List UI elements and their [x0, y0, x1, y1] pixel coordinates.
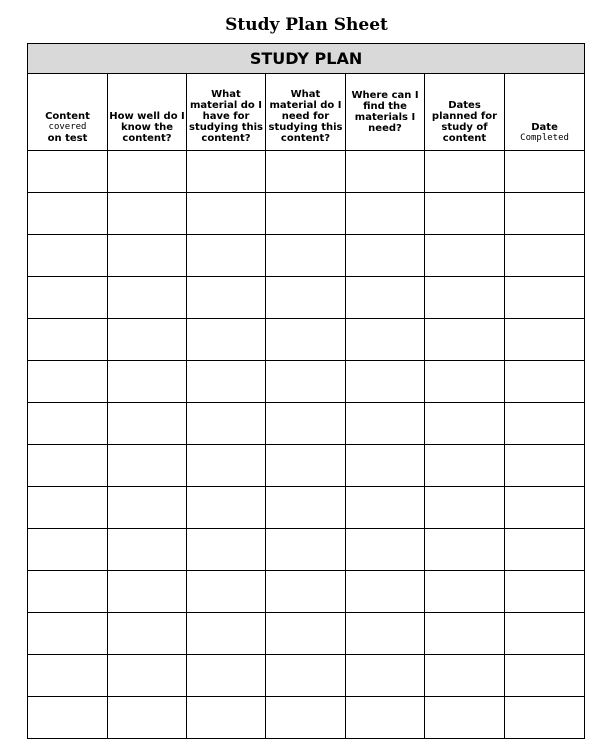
table-cell[interactable]	[346, 529, 425, 571]
table-cell[interactable]	[28, 193, 108, 235]
table-cell[interactable]	[266, 403, 346, 445]
table-cell[interactable]	[425, 361, 505, 403]
table-cell[interactable]	[425, 193, 505, 235]
table-cell[interactable]	[28, 277, 108, 319]
table-cell[interactable]	[108, 529, 187, 571]
header-text: Where can I find the materials I need?	[351, 90, 419, 134]
table-cell[interactable]	[108, 487, 187, 529]
table-cell[interactable]	[346, 193, 425, 235]
table-cell[interactable]	[187, 613, 266, 655]
table-cell[interactable]	[346, 235, 425, 277]
table-cell[interactable]	[425, 655, 505, 697]
table-cell[interactable]	[108, 277, 187, 319]
table-row	[28, 235, 585, 277]
header-text: on test	[47, 133, 88, 144]
column-header-knowledge	[108, 74, 187, 151]
header-text: Content	[45, 111, 90, 122]
table-cell[interactable]	[505, 151, 585, 193]
column-header-date-completed	[505, 74, 585, 151]
table-cell[interactable]	[505, 487, 585, 529]
page-title: Study Plan Sheet	[225, 15, 388, 35]
table-cell[interactable]	[187, 697, 266, 739]
table-cell[interactable]	[266, 487, 346, 529]
table-cell[interactable]	[108, 571, 187, 613]
header-subtext: Completed	[520, 133, 569, 143]
table-cell[interactable]	[187, 487, 266, 529]
table-cell[interactable]	[266, 319, 346, 361]
table-cell[interactable]	[346, 571, 425, 613]
table-row	[28, 151, 585, 193]
column-header-material-have	[187, 74, 266, 151]
table-cell[interactable]	[266, 445, 346, 487]
table-banner: STUDY PLAN	[28, 44, 585, 74]
table-row	[28, 613, 585, 655]
table-cell[interactable]	[505, 193, 585, 235]
table-cell[interactable]	[28, 403, 108, 445]
table-cell[interactable]	[505, 655, 585, 697]
table-cell[interactable]	[108, 235, 187, 277]
column-header-material-need	[266, 74, 346, 151]
table-row	[28, 445, 585, 487]
table-cell[interactable]	[425, 319, 505, 361]
table-cell[interactable]	[108, 361, 187, 403]
table-row	[28, 193, 585, 235]
table-cell[interactable]	[28, 571, 108, 613]
table-cell[interactable]	[425, 403, 505, 445]
table-cell[interactable]	[346, 445, 425, 487]
table-cell[interactable]	[28, 361, 108, 403]
table-cell[interactable]	[425, 151, 505, 193]
column-header-where-find	[346, 74, 425, 151]
table-cell[interactable]	[187, 403, 266, 445]
table-cell[interactable]	[187, 151, 266, 193]
header-text: Date	[531, 122, 558, 133]
table-cell[interactable]	[28, 529, 108, 571]
table-cell[interactable]	[505, 235, 585, 277]
table-cell[interactable]	[505, 613, 585, 655]
table-row	[28, 319, 585, 361]
table-cell[interactable]	[28, 697, 108, 739]
table-cell[interactable]	[346, 655, 425, 697]
table-cell[interactable]	[187, 235, 266, 277]
header-text: How well do I know the content?	[109, 111, 185, 144]
table-cell[interactable]	[505, 571, 585, 613]
table-cell[interactable]	[28, 613, 108, 655]
table-cell[interactable]	[187, 277, 266, 319]
table-cell[interactable]	[187, 571, 266, 613]
table-cell[interactable]	[346, 697, 425, 739]
table-cell[interactable]	[505, 445, 585, 487]
table-cell[interactable]	[187, 655, 266, 697]
table-cell[interactable]	[505, 529, 585, 571]
table-cell[interactable]	[187, 529, 266, 571]
table-cell[interactable]	[187, 445, 266, 487]
table-cell[interactable]	[266, 235, 346, 277]
table-cell[interactable]	[28, 151, 108, 193]
table-cell[interactable]	[505, 403, 585, 445]
table-cell[interactable]	[28, 655, 108, 697]
table-cell[interactable]	[425, 277, 505, 319]
table-row	[28, 361, 585, 403]
table-cell[interactable]	[346, 613, 425, 655]
table-row	[28, 487, 585, 529]
table-cell[interactable]	[108, 319, 187, 361]
table-cell[interactable]	[266, 655, 346, 697]
table-cell[interactable]	[28, 319, 108, 361]
table-cell[interactable]	[108, 613, 187, 655]
table-cell[interactable]	[505, 277, 585, 319]
table-cell[interactable]	[108, 655, 187, 697]
table-cell[interactable]	[28, 487, 108, 529]
table-cell[interactable]	[28, 235, 108, 277]
table-cell[interactable]	[425, 571, 505, 613]
column-header-dates-planned	[425, 74, 505, 151]
table-cell[interactable]	[266, 151, 346, 193]
table-cell[interactable]	[108, 697, 187, 739]
table-cell[interactable]	[505, 319, 585, 361]
table-cell[interactable]	[108, 151, 187, 193]
table-cell[interactable]	[346, 361, 425, 403]
table-row	[28, 697, 585, 739]
table-row	[28, 529, 585, 571]
table-cell[interactable]	[108, 445, 187, 487]
table-cell[interactable]	[346, 487, 425, 529]
table-cell[interactable]	[346, 403, 425, 445]
table-cell[interactable]	[346, 277, 425, 319]
table-row	[28, 403, 585, 445]
table-cell[interactable]	[346, 319, 425, 361]
table-cell[interactable]	[425, 613, 505, 655]
table-cell[interactable]	[346, 151, 425, 193]
header-text: Dates planned for study of content	[431, 100, 498, 144]
table-cell[interactable]	[266, 193, 346, 235]
table-cell[interactable]	[425, 235, 505, 277]
table-cell[interactable]	[266, 529, 346, 571]
table-cell[interactable]	[266, 361, 346, 403]
table-row	[28, 571, 585, 613]
table-cell[interactable]	[425, 445, 505, 487]
table-cell[interactable]	[187, 361, 266, 403]
table-cell[interactable]	[187, 193, 266, 235]
table-cell[interactable]	[505, 361, 585, 403]
table-row	[28, 655, 585, 697]
table-cell[interactable]	[425, 697, 505, 739]
table-body	[28, 151, 585, 739]
table-cell[interactable]	[28, 445, 108, 487]
header-text: What material do I need for studying this content?	[268, 89, 343, 144]
table-row	[28, 277, 585, 319]
table-cell[interactable]	[266, 613, 346, 655]
table-cell[interactable]	[266, 277, 346, 319]
header-text: What material do I have for studying this content?	[189, 89, 263, 144]
table-cell[interactable]	[266, 697, 346, 739]
table-cell[interactable]	[266, 571, 346, 613]
header-subtext: covered	[48, 122, 87, 132]
study-plan-table	[27, 43, 585, 739]
column-header-content	[28, 74, 108, 151]
table-cell[interactable]	[505, 697, 585, 739]
table-cell[interactable]	[108, 403, 187, 445]
table-cell[interactable]	[425, 529, 505, 571]
table-cell[interactable]	[108, 193, 187, 235]
table-cell[interactable]	[187, 319, 266, 361]
table-cell[interactable]	[425, 487, 505, 529]
